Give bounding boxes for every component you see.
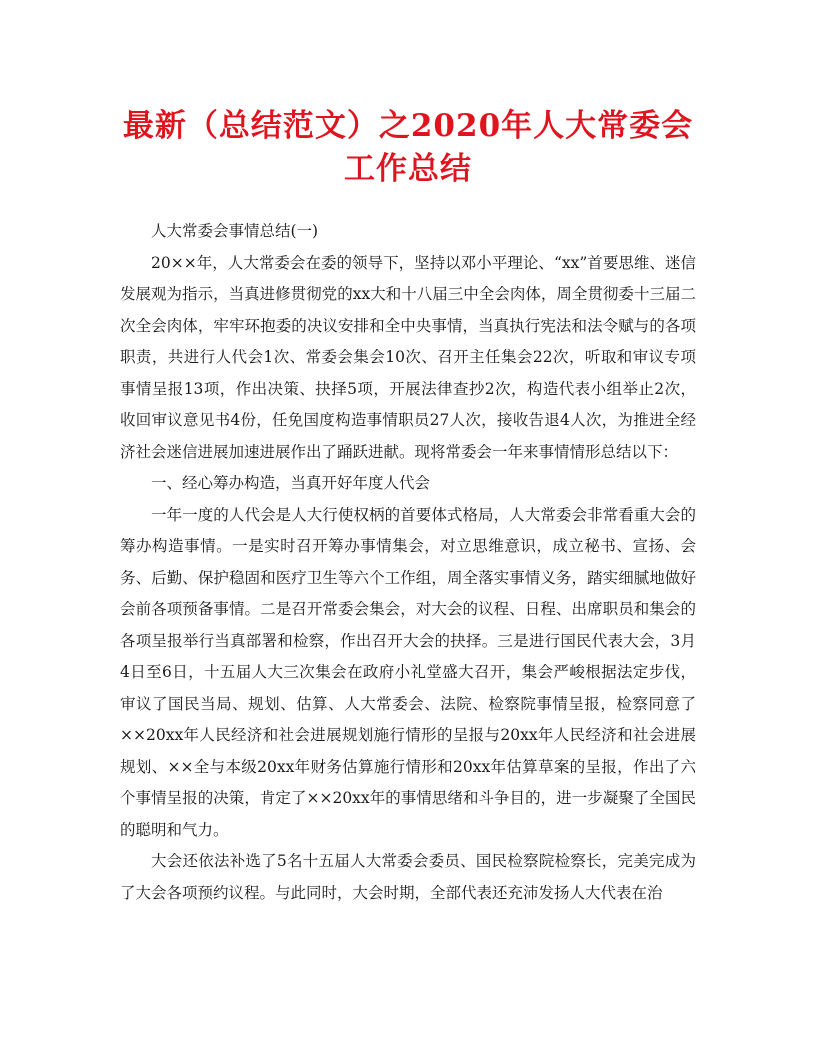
paragraph-intro: 20××年，人大常委会在委的领导下，坚持以邓小平理论、“xx”首要思维、迷信发展观为指示，当真进修贯彻党的xx大和十八届三中全会肉体，周全贯彻委十三届二次全会肉体，牢牢环抱委的决议安排和全中央事情，当真执行宪法和法令赋与的各项职责，共进行人代会1次、常委会集会10次、召开主任集会22次，听取和审议专项事情呈报13项，作出决策、抉择5项，开展法律查抄2次，构造代表小组举止2次，收回审议意见书4份，任免国度构造事情职员27人次，接收告退4人次，为推进全经济社会迷信进展加速进展作出了踊跃进献。现将常委会一年来事情情形总结以下： (120, 253, 696, 461)
document-body (120, 216, 696, 909)
document-title-line-2: 工作总结 (344, 151, 472, 187)
paragraph-congress-election: 大会还依法补选了5名十五届人大常委会委员、国民检察院检察长，完美完成为了大会各项预约议程。与此同时，大会时期，全部代表还充沛发扬人大代表在治 (120, 852, 696, 902)
paragraph-congress-prep: 一年一度的人代会是人大行使权柄的首要体式格局，人大常委会非常看重大会的筹办构造事情。一是实时召开筹办事情集会，对立思维意识，成立秘书、宣扬、会务、后勤、保护稳固和医疗卫生等六个工作组，周全落实事情义务，踏实细腻地做好会前各项预备事情。二是召开常委会集会，对大会的议程、日程、出席职员和集会的各项呈报举行当真部署和检察，作出召开大会的抉择。三是进行国民代表大会，3月4日至6日，十五届人大三次集会在政府小礼堂盛大召开，集会严峻根据法定步伐，审议了国民当局、规划、估算、人大常委会、法院、检察院事情呈报，检察同意了××20xx年人民经济和社会进展规划施行情形的呈报与20xx年人民经济和社会进展规划、××全与本级20xx年财务估算施行情形和20xx年估算草案的呈报，作出了六个事情呈报的决策，肯定了××20xx年的事情思绪和斗争目的，进一步凝聚了全国民的聪明和气力。 (120, 505, 696, 839)
document-title-line-1: 最新（总结范文）之2020年人大常委会 (122, 108, 694, 144)
section-heading-1: 一、经心筹办构造，当真开好年度人代会 (151, 474, 431, 492)
section-heading-summary: 人大常委会事情总结(一) (151, 222, 319, 240)
